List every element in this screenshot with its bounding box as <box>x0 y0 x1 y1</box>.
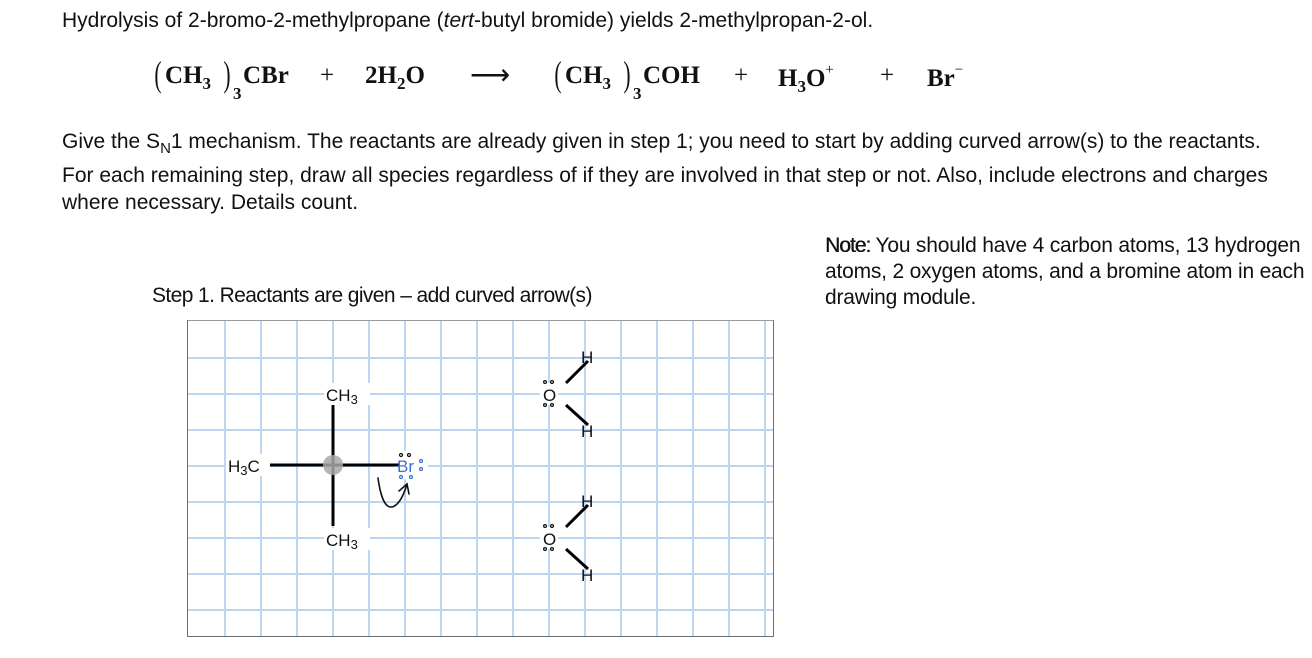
plus-sign: + <box>880 62 895 89</box>
note-label: Note: <box>825 234 871 257</box>
reactant1-sub: 3 <box>202 74 211 93</box>
product2-h: H <box>778 65 798 92</box>
reactant2-tail: O <box>405 62 425 89</box>
drawing-canvas-step1[interactable] <box>187 320 774 637</box>
product1-body <box>565 62 611 94</box>
product1-outer-sub: 3 <box>633 84 642 103</box>
title-italic: tert <box>443 9 474 32</box>
instructions-part1: Give the S <box>62 130 161 153</box>
reaction-arrow-icon: ⟶ <box>470 60 511 91</box>
grid-lines <box>188 321 774 637</box>
br-label[interactable]: Br <box>397 457 414 476</box>
note-text: You should have 4 carbon atoms, 13 hydrogen atoms, 2 oxygen atoms, and a bromine atom in each drawing module. <box>825 234 1305 309</box>
step1-label: Step 1. Reactants are given – add curved arrow(s) <box>152 284 592 307</box>
plus-sign: + <box>320 62 335 89</box>
reactant1-tail: CBr <box>243 62 289 89</box>
product2-sub: 3 <box>797 77 806 96</box>
instructions-text <box>62 128 1292 216</box>
product3-br: Br <box>927 65 955 92</box>
instructions-part2: 1 mechanism. The reactants are already given in step 1; you need to start by adding curved arrow(s) to the reactants. For each remaining step, draw all species regardless of if they are involved in that step or not. Also, include electrons and charges where necessary. Details count. <box>62 130 1268 214</box>
paren-open: ( <box>554 54 562 94</box>
plus-sign: + <box>734 62 749 89</box>
paren-open: ( <box>154 54 162 94</box>
reactant2-coef: 2H <box>365 62 397 89</box>
hydrogen-label[interactable]: H <box>581 566 594 585</box>
product3 <box>927 62 963 93</box>
product1-sub: 3 <box>602 74 611 93</box>
reactant1-outer-sub: 3 <box>233 84 242 103</box>
reactant2-sub: 2 <box>396 74 406 93</box>
reactant1-body <box>165 62 211 94</box>
paren-close: ) <box>223 54 231 94</box>
product3-charge: − <box>954 62 964 78</box>
h3c-label[interactable]: H3C <box>228 457 260 478</box>
instructions-subscript: N <box>160 140 171 157</box>
product2-o: O <box>805 65 826 92</box>
oxygen-label[interactable]: O <box>543 386 557 405</box>
hydrogen-label[interactable]: H <box>581 348 594 367</box>
product1-tail: COH <box>643 62 700 89</box>
product2-charge: + <box>825 62 834 78</box>
atom-count-note <box>825 233 1305 311</box>
ch3-bottom-label[interactable]: CH3 <box>326 531 358 552</box>
ch3-top-label[interactable]: CH3 <box>326 386 358 407</box>
tert-butyl-bromide[interactable] <box>228 386 423 552</box>
reactant2 <box>365 62 425 94</box>
reactant1-ch: CH <box>165 62 203 89</box>
product2 <box>778 62 834 97</box>
paren-close: ) <box>623 54 631 94</box>
central-carbon-selected[interactable] <box>323 455 343 475</box>
question-title <box>62 9 873 33</box>
title-suffix: -butyl bromide) yields 2-methylpropan-2-ol. <box>473 9 874 32</box>
reaction-equation <box>152 54 982 112</box>
hydrogen-label[interactable]: H <box>581 492 594 511</box>
canvas-drawing[interactable] <box>188 321 774 637</box>
hydrogen-label[interactable]: H <box>581 422 594 441</box>
title-prefix: Hydrolysis of 2-bromo-2-methylpropane ( <box>62 9 444 32</box>
oxygen-label[interactable]: O <box>543 530 557 549</box>
product1-ch: CH <box>565 62 603 89</box>
